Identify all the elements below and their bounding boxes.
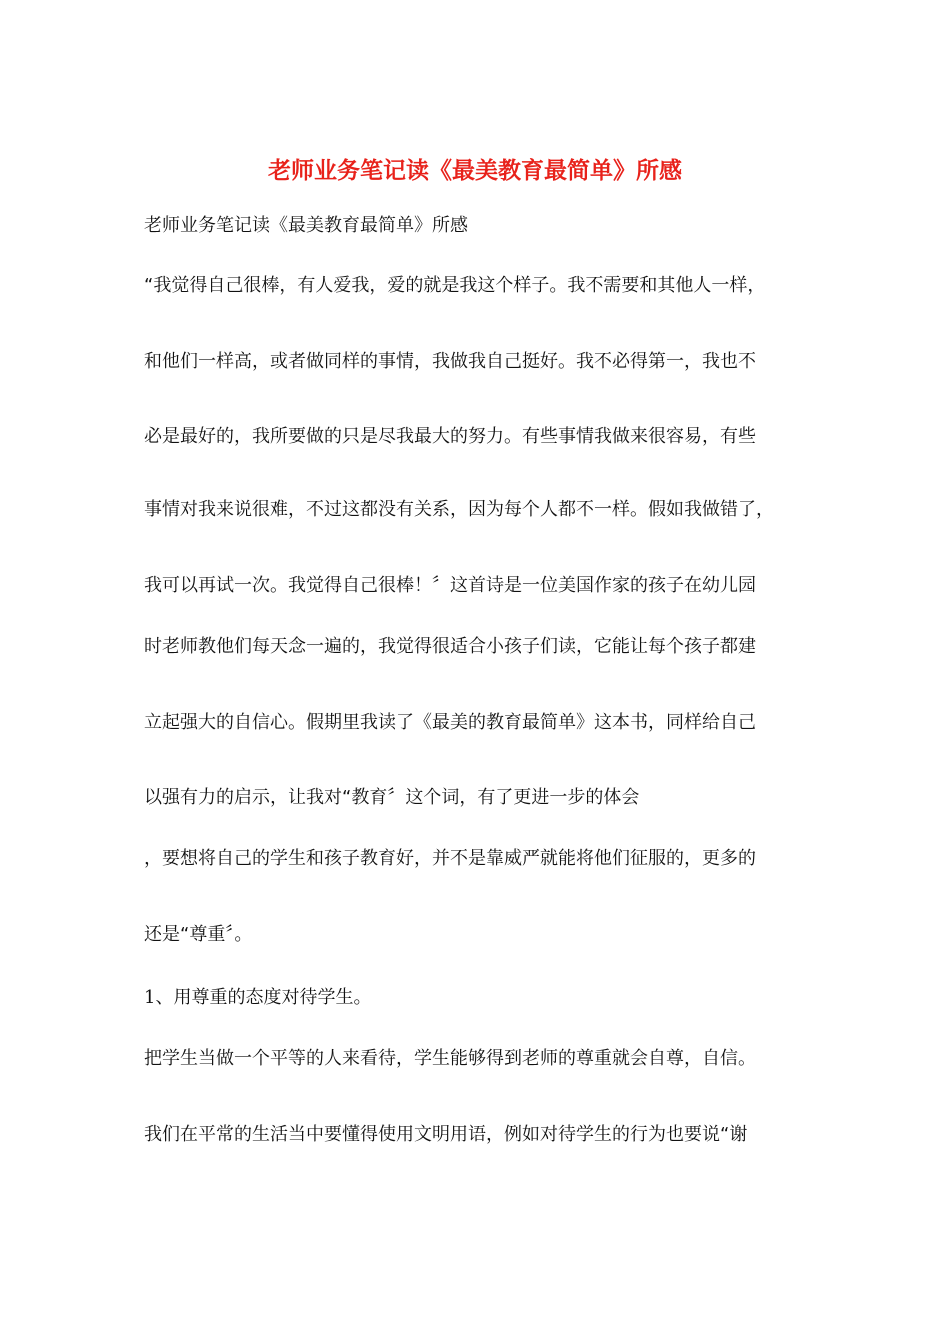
paragraph-line: 还是“尊重〞。	[144, 924, 253, 945]
paragraph-line: 我可以再试一次。我觉得自己很棒！〞这首诗是一位美国作家的孩子在幼儿园	[144, 575, 756, 596]
paragraph-line: 必是最好的，我所要做的只是尽我最大的努力。有些事情我做来很容易，有些	[144, 426, 756, 447]
paragraph-line: 以强有力的启示，让我对“教育〞这个词，有了更进一步的体会	[144, 787, 640, 808]
paragraph-line: “我觉得自己很棒，有人爱我，爱的就是我这个样子。我不需要和其他人一样，	[144, 275, 766, 296]
paragraph-line: 事情对我来说很难，不过这都没有关系，因为每个人都不一样。假如我做错了，	[144, 499, 774, 520]
section-number: 1	[144, 987, 156, 1008]
document-subtitle: 老师业务笔记读《最美教育最简单》所感	[144, 215, 468, 236]
paragraph-line: 我们在平常的生活当中要懂得使用文明用语，例如对待学生的行为也要说“谢	[144, 1124, 748, 1145]
document-title: 老师业务笔记读《最美教育最简单》所感	[268, 157, 682, 184]
paragraph-line: 和他们一样高，或者做同样的事情，我做我自己挺好。我不必得第一，我也不	[144, 351, 756, 372]
paragraph-line: 立起强大的自信心。假期里我读了《最美的教育最简单》这本书，同样给自己	[144, 712, 756, 733]
section-heading-text: 、用尊重的态度对待学生。	[155, 987, 372, 1008]
paragraph-line: 把学生当做一个平等的人来看待，学生能够得到老师的尊重就会自尊，自信。	[144, 1048, 756, 1069]
paragraph-line: ，要想将自己的学生和孩子教育好，并不是靠威严就能将他们征服的，更多的	[144, 848, 756, 869]
paragraph-line: 时老师教他们每天念一遍的，我觉得很适合小孩子们读，它能让每个孩子都建	[144, 636, 756, 657]
section-heading	[144, 985, 371, 1011]
